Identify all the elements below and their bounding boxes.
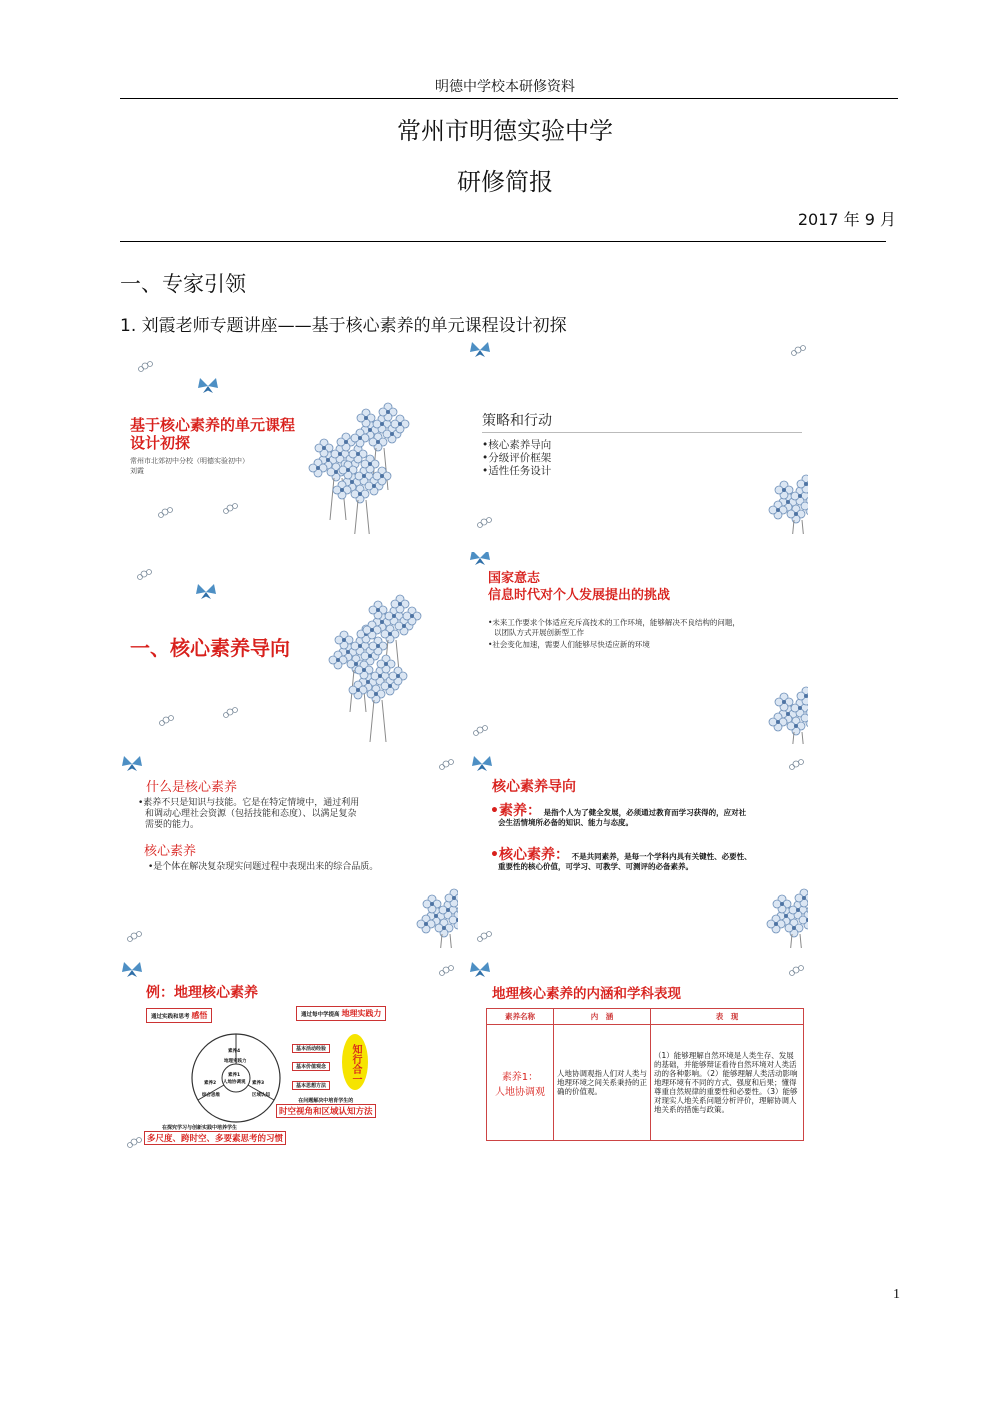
slide-7-bottom-right [276, 1097, 376, 1118]
slide-8-geo-table [470, 962, 808, 1154]
slide-1-org: 常州市北郊初中分校（明德实验初中） [130, 457, 249, 465]
slide-5-bullet-1-line2: 和调动心理社会资源（包括技能和态度）、以满足复杂 [145, 809, 357, 819]
document-title: 常州市明德实验中学 [397, 117, 613, 145]
slide-6-def-2-line2: 重要性的核心价值，可学习、可教学、可测评的必备素养。 [498, 862, 693, 871]
slide-7-geo-example [120, 962, 458, 1154]
slide-7-box-top-left [146, 1008, 212, 1023]
slide-2-title: 策略和行动 [482, 413, 552, 429]
slide-6-def-1-line2: 会生活情境所必备的知识、能力与态度。 [498, 818, 633, 827]
slide-2-strategy [470, 342, 808, 534]
slide-3-section [120, 552, 458, 744]
slide-7-seg-2: 素养1 [228, 1073, 241, 1078]
slide-7-box-tr-emph: 地理实践力 [341, 1009, 382, 1018]
slide-8-title: 地理核心素养的内涵和学科表现 [492, 986, 681, 1002]
slide-2-divider [482, 432, 802, 433]
table-header-name: 素养名称 [487, 1009, 554, 1025]
slide-4-bullet-1-line1: •未来工作要求个体适应充斥高技术的工作环境，能够解决不良结构的问题， [488, 618, 740, 627]
slide-7-seg-6: 素养3 [252, 1081, 265, 1086]
slide-7-seg-1: 素养4 [228, 1049, 241, 1054]
table-cell-meaning: 人地协调观指人们对人类与地理环境之间关系秉持的正确的价值观。 [554, 1025, 651, 1141]
slide-6-title: 核心素养导向 [492, 779, 576, 795]
slide-7-seg-5: 综合思维 [202, 1093, 220, 1098]
slide-6-term-2: •核心素养： [490, 847, 569, 863]
table-header-performance: 表 现 [651, 1009, 804, 1025]
table-cell-name-line1: 素养1： [501, 1071, 539, 1083]
slide-5-bullet-2: •是个体在解决复杂现实问题过程中表现出来的综合品质。 [148, 862, 379, 872]
slide-3-title: 一、核心素养导向 [130, 636, 290, 660]
slide-2-bullet-3: •适性任务设计 [482, 465, 552, 477]
slide-2-bullet-2: •分级评价框架 [482, 452, 552, 464]
slide-4-title-line1: 国家意志 [488, 571, 541, 586]
title-divider [120, 241, 886, 242]
slide-7-box-tl-emph: 感悟 [191, 1011, 208, 1020]
slide-2-bullet-1: •核心素养导向 [482, 439, 552, 451]
slide-7-seg-3: 人地协调观 [223, 1080, 246, 1085]
slide-7-tag-2: 基本价值观念 [292, 1062, 330, 1071]
slide-7-box-tr-prefix: 通过每中学提高 [301, 1012, 340, 1018]
slide-5-what-is [120, 756, 458, 948]
slide-7-title: 例：地理核心素养 [146, 985, 258, 1001]
slide-7-box-top-right [296, 1006, 386, 1021]
running-header: 明德中学校本研修资料 [435, 79, 575, 95]
header-divider [120, 98, 898, 99]
slide-5-bullet-1-line1: •素养不只是知识与技能。它是在特定情境中，通过利用 [138, 798, 360, 808]
slide-1-title-line2: 设计初探 [130, 434, 191, 452]
slide-7-bottom-left [144, 1124, 286, 1145]
slide-1-author: 刘霞 [130, 467, 144, 475]
section-subheading: 1. 刘霞老师专题讲座——基于核心素养的单元课程设计初探 [120, 316, 567, 336]
issue-date: 2017 年 9 月 [797, 210, 896, 229]
slide-7-oval: 知行合一 [342, 1034, 368, 1090]
slide-1-title-line1: 基于核心素养的单元课程 [130, 416, 296, 434]
flower-decoration-icon [470, 342, 808, 534]
slide-7-seg-7: 区域认知 [252, 1093, 270, 1098]
slide-5-title: 什么是核心素养 [146, 780, 238, 795]
document-subtitle: 研修简报 [457, 168, 553, 196]
slide-4-title-line2: 信息时代对个人发展提出的挑战 [488, 588, 671, 603]
slide-5-subtitle: 核心素养 [144, 844, 197, 859]
table-cell-performance: （1）能够理解自然环境是人类生存、发展的基础，并能够辩证看待自然环境对人类活动的各种影响。（2）能够理解人类活动影响地理环境有不同的方式、强度和后果；懂得尊重自然规律的重要性和必要性。（3）能够对现实人地关系问题分析评价，理解协调人地关系的措施与政策。 [651, 1025, 804, 1141]
slide-7-bottom-right-emph: 时空视角和区域认知方法 [276, 1104, 376, 1118]
slide-4-bullet-1-line2: 以团队方式开展创新型工作 [494, 628, 584, 637]
slide-6-term-1: •素养： [490, 803, 541, 819]
table-cell-name [487, 1025, 554, 1141]
slide-6-def-2-line1: 不是共同素养，是每一个学科内具有关键性、必要性、 [571, 852, 752, 861]
slide-4-bullet-2: •社会变化加速，需要人们能够尽快适应新的环境 [488, 640, 650, 649]
slide-7-seg-4: 素养2 [204, 1081, 217, 1086]
slide-6-def-1-line1: 是指个人为了健全发展，必须通过教育而学习获得的，应对社 [543, 808, 747, 817]
slide-7-box-tl-prefix: 通过实践和思考 [151, 1014, 190, 1020]
table-header-meaning: 内 涵 [554, 1009, 651, 1025]
slide-4-national-will [470, 552, 808, 744]
slide-7-bottom-left-emph: 多尺度、跨时空、多要素思考的习惯 [144, 1131, 286, 1145]
slide-7-seg-8: 地理实践力 [224, 1059, 247, 1064]
slide-8-table [486, 1008, 804, 1141]
table-cell-name-line2: 人地协调观 [495, 1086, 545, 1098]
slide-6-orientation [470, 756, 808, 948]
slide-5-bullet-1-line3: 需要的能力。 [145, 820, 200, 830]
slide-7-bottom-right-small: 在问题解决中培育学生的 [298, 1098, 354, 1104]
slide-1-title [120, 342, 458, 534]
section-heading: 一、专家引领 [120, 272, 246, 296]
slide-7-tag-3: 基本思想方法 [292, 1081, 330, 1090]
slide-7-bottom-left-small: 在探究学习与创新实践中培养学生 [162, 1125, 238, 1131]
page-number: 1 [893, 1287, 900, 1302]
slide-7-tag-1: 基本活动经验 [292, 1044, 330, 1053]
